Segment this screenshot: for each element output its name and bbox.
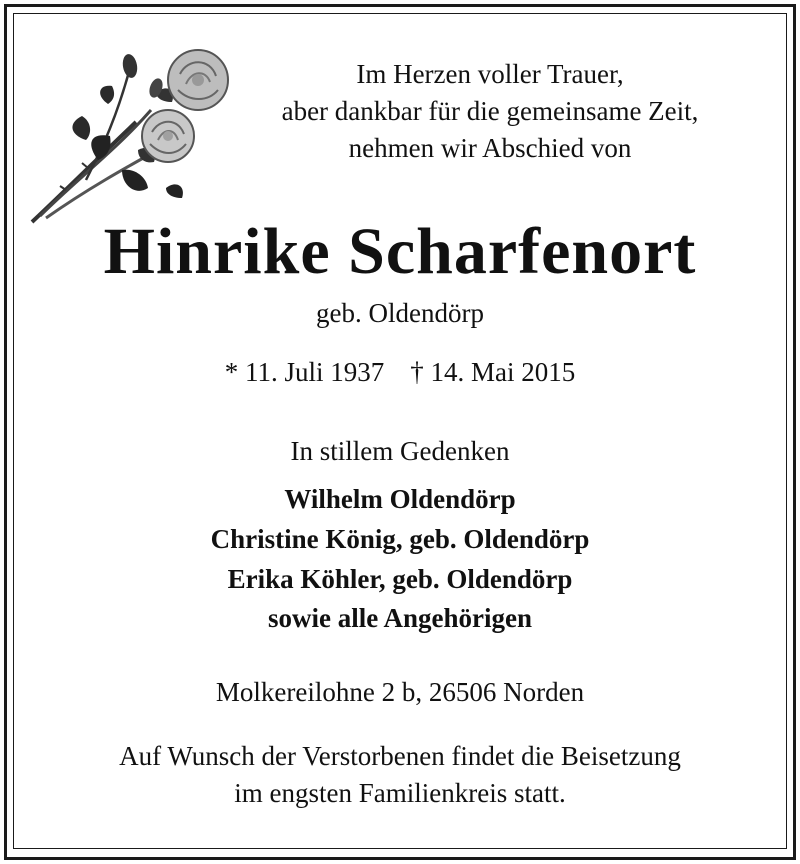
note-line-2: im engsten Familienkreis statt. bbox=[234, 778, 566, 808]
mourner-4: sowie alle Angehörigen bbox=[268, 603, 532, 633]
maiden-name: geb. Oldendörp bbox=[316, 298, 484, 328]
deceased-name: Hinrike Scharfenort bbox=[103, 215, 697, 288]
birth-date: * 11. Juli 1937 bbox=[224, 357, 385, 387]
mourner-2: Christine König, geb. Oldendörp bbox=[210, 524, 590, 554]
intro-line-3: nehmen wir Abschied von bbox=[348, 133, 632, 163]
roses-icon bbox=[26, 40, 246, 230]
mourner-1: Wilhelm Oldendörp bbox=[284, 484, 516, 514]
address: Molkereilohne 2 b, 26506 Norden bbox=[215, 677, 585, 707]
dagger-icon: † bbox=[410, 357, 424, 387]
death-date: 14. Mai 2015 bbox=[430, 357, 576, 387]
mourner-3: Erika Köhler, geb. Oldendörp bbox=[227, 564, 573, 594]
intro-line-1: Im Herzen voller Trauer, bbox=[356, 59, 624, 89]
note-line-1: Auf Wunsch der Verstorbenen findet die Beisetzung bbox=[119, 741, 681, 771]
memorial-phrase: In stillem Gedenken bbox=[290, 436, 510, 466]
intro-line-2: aber dankbar für die gemeinsame Zeit, bbox=[281, 96, 699, 126]
life-dates bbox=[0, 357, 800, 388]
